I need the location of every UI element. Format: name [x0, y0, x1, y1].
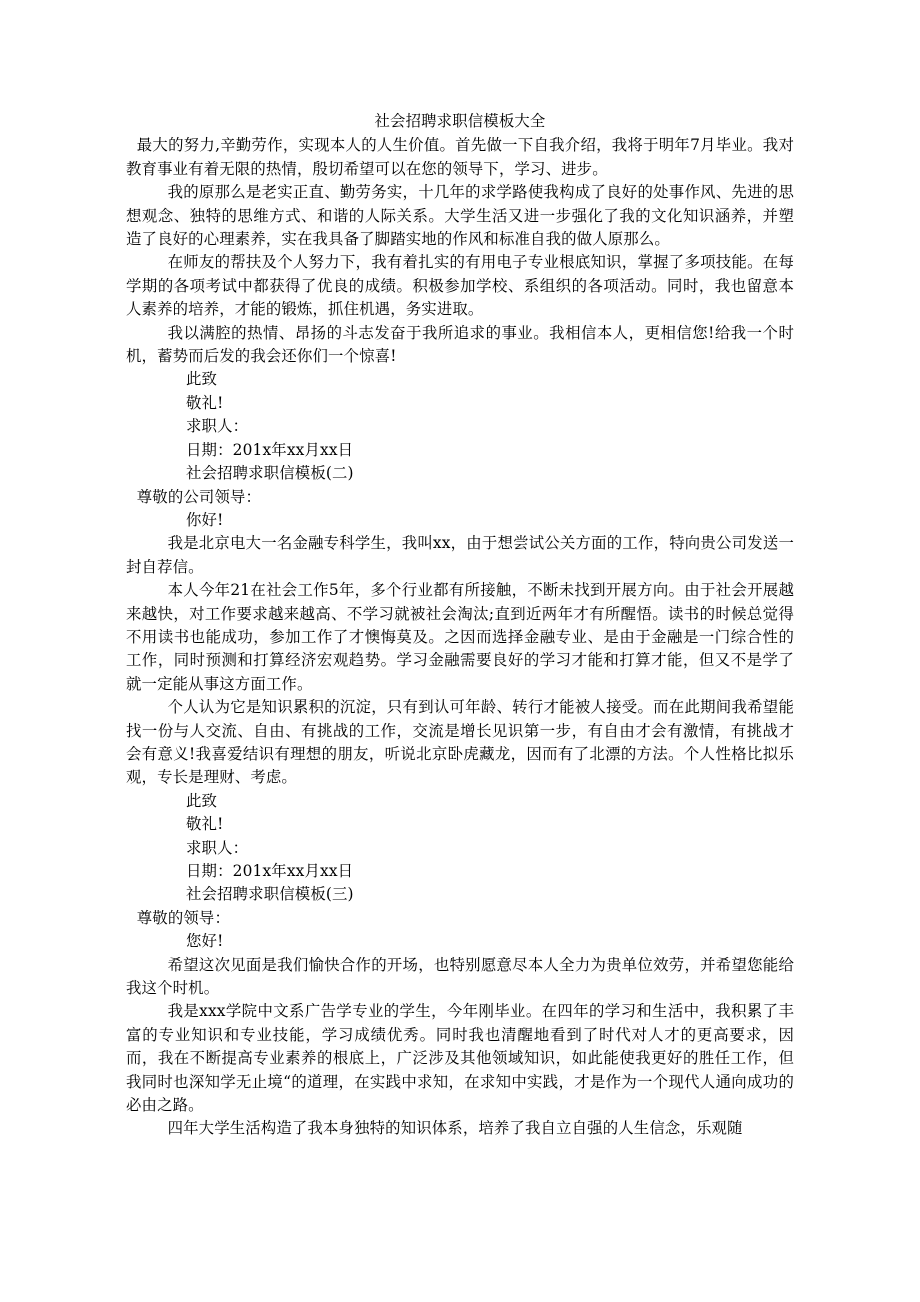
- paragraph: 我是xxx学院中文系广告学专业的学生，今年刚毕业。在四年的学习和生活中，我积累了丰富的专业知识和专业技能，学习成绩优秀。同时我也清醒地看到了时代对人才的更高要求，因而，我在不断提高专业素养的根底上，广泛涉及其他领域知识，如此能使我更好的胜任工作，但我同时也深知学无止境“的道理，在实践中求知，在求知中实践，才是作为一个现代人通向成功的必由之路。: [126, 1002, 794, 1115]
- paragraph: 我以满腔的热情、昂扬的斗志发奋于我所追求的事业。我相信本人，更相信您!给我一个时机，蓄势而后发的我会还你们一个惊喜!: [126, 323, 794, 366]
- salutation: 尊敬的公司领导：: [136, 487, 262, 506]
- greeting: 你好!: [186, 510, 224, 529]
- document-body: [126, 110, 794, 1141]
- paragraph: 本人今年21在社会工作5年，多个行业都有所接触，不断未找到开展方向。由于社会开展越来越快，对工作要求越来越高、不学习就被社会淘汰;直到近两年才有所醒悟。读书的时候总觉得不用读书也能成功，参加工作了才懊悔莫及。之因而选择金融专业、是由于金融是一门综合性的工作，同时预测和打算经济宏观趋势。学习金融需要良好的学习才能和打算才能，但又不是学了就一定能从事这方面工作。: [126, 581, 794, 693]
- section-heading: 社会招聘求职信模板(三): [186, 885, 354, 904]
- signature-line: 求职人：: [186, 838, 249, 857]
- closing-line: 此致: [186, 370, 218, 389]
- paragraph: 四年大学生活构造了我本身独特的知识体系，培养了我自立自强的人生信念，乐观随: [167, 1119, 743, 1138]
- paragraph: 希望这次见面是我们愉快合作的开场，也特别愿意尽本人全力为贵单位效劳，并希望您能给我这个时机。: [126, 955, 794, 998]
- paragraph: 我是北京电大一名金融专科学生，我叫xx，由于想尝试公关方面的工作，特向贵公司发送一封自荐信。: [126, 534, 794, 576]
- closing-line: 敬礼!: [186, 393, 224, 412]
- salutation: 尊敬的领导：: [136, 908, 231, 927]
- paragraph: 我的原那么是老实正直、勤劳务实，十几年的求学路使我构成了良好的处事作风、先进的思想观念、独特的思维方式、和谐的人际关系。大学生活又进一步强化了我的文化知识涵养，并塑造了良好的心理素养，实在我具备了脚踏实地的作风和标准自我的做人原那么。: [126, 183, 794, 249]
- closing-line: 此致: [186, 791, 218, 810]
- paragraph: 个人认为它是知识累积的沉淀，只有到认可年龄、转行才能被人接受。而在此期间我希望能找一份与人交流、自由、有挑战的工作，交流是增长见识第一步，有自由才会有激情，有挑战才会有意义!我喜爱结识有理想的朋友，听说北京卧虎藏龙，因而有了北漂的方法。个人性格比拟乐观，专长是理财、考虑。: [126, 698, 794, 787]
- date-line: 日期：201x年xx月xx日: [186, 440, 354, 459]
- section-heading: 社会招聘求职信模板(二): [186, 464, 354, 483]
- closing-line: 敬礼!: [186, 815, 224, 834]
- date-line: 日期：201x年xx月xx日: [186, 862, 354, 880]
- paragraph: 在师友的帮扶及个人努力下，我有着扎实的有用电子专业根底知识，掌握了多项技能。在每学期的各项考试中都获得了优良的成绩。积极参加学校、系组织的各项活动。同时，我也留意本人素养的培养，才能的锻炼，抓住机遇，务实进取。: [126, 253, 794, 319]
- signature-line: 求职人：: [186, 417, 249, 436]
- greeting: 您好!: [186, 932, 224, 951]
- document-title: 社会招聘求职信模板大全: [374, 112, 546, 130]
- paragraph-intro: 最大的努力,辛勤劳作，实现本人的人生价值。首先做一下自我介绍，我将于明年7月毕业。我对教育事业有着无限的热情，殷切希望可以在您的领导下，学习、进步。: [126, 136, 794, 178]
